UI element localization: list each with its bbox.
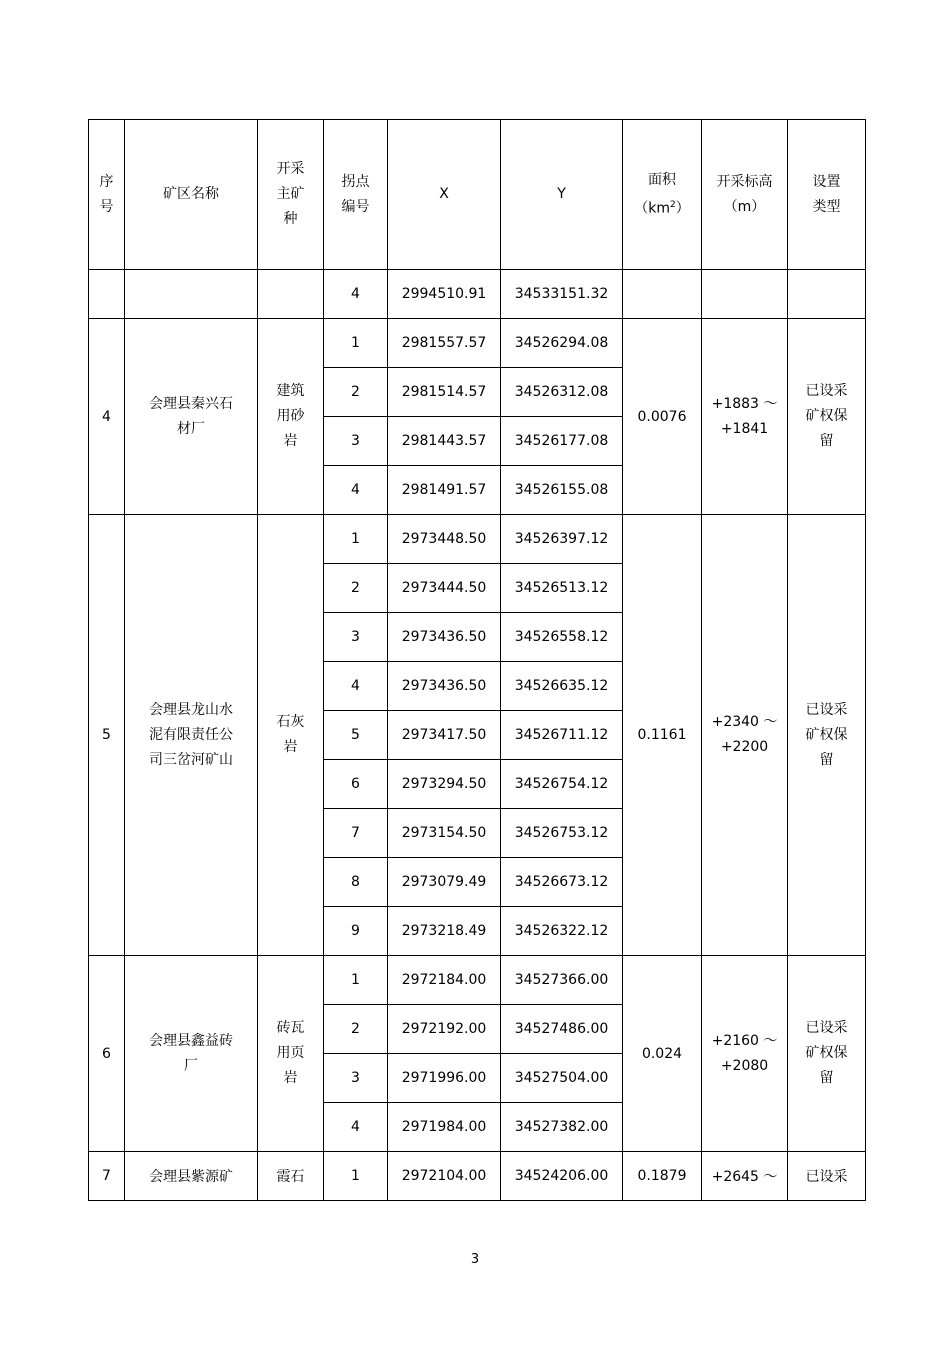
- cell-area: 0.1879: [623, 1152, 702, 1201]
- header-elevation-line: 开采标高: [716, 173, 773, 190]
- cell-y: 34527366.00: [501, 956, 623, 1005]
- cell-point: 6: [324, 760, 388, 809]
- cell-elevation-line: +2340 ～: [711, 714, 778, 730]
- header-point-line: 编号: [341, 198, 370, 215]
- cell-elevation: [702, 319, 788, 515]
- cell-y: 34526177.08: [501, 417, 623, 466]
- header-point: [324, 120, 388, 270]
- cell-x: 2973218.49: [388, 907, 501, 956]
- header-seq-line: 号: [99, 198, 114, 215]
- cell-x: 2973444.50: [388, 564, 501, 613]
- cell-mineral: [258, 319, 324, 515]
- cell-name-line: 泥有限责任公: [149, 726, 233, 743]
- cell-type: [788, 956, 866, 1152]
- header-type-line: 类型: [812, 198, 841, 215]
- cell-elevation-line: +2200: [720, 739, 769, 755]
- cell-point: 4: [324, 270, 388, 319]
- cell-point: 1: [324, 956, 388, 1005]
- cell-type: [788, 270, 866, 319]
- cell-name-line: 司三岔河矿山: [149, 751, 233, 768]
- header-elevation: [702, 120, 788, 270]
- cell-name-line: 会理县龙山水: [149, 701, 233, 718]
- cell-point: 8: [324, 858, 388, 907]
- cell-y: 34526753.12: [501, 809, 623, 858]
- cell-x: 2971996.00: [388, 1054, 501, 1103]
- cell-type-line: 留: [819, 1070, 834, 1086]
- cell-x: 2973154.50: [388, 809, 501, 858]
- cell-point: 1: [324, 1152, 388, 1201]
- cell-point: 4: [324, 1103, 388, 1152]
- cell-seq: 6: [89, 956, 125, 1152]
- cell-type-line: 留: [819, 751, 834, 768]
- cell-mineral-line: 岩: [283, 433, 298, 449]
- header-area: [623, 120, 702, 270]
- cell-y: 34527382.00: [501, 1103, 623, 1152]
- header-x: X: [388, 120, 501, 270]
- cell-point: 9: [324, 907, 388, 956]
- cell-seq: 4: [89, 319, 125, 515]
- header-seq: [89, 120, 125, 270]
- cell-x: 2981443.57: [388, 417, 501, 466]
- cell-seq: 5: [89, 515, 125, 956]
- table-row: [89, 515, 866, 564]
- cell-x: 2972184.00: [388, 956, 501, 1005]
- cell-x: 2972104.00: [388, 1152, 501, 1201]
- header-mineral-line: 开采: [276, 161, 305, 177]
- cell-mineral-line: 用砂: [276, 408, 305, 424]
- cell-name: 会理县紫源矿: [125, 1152, 258, 1201]
- header-elevation-line: （m）: [723, 198, 766, 215]
- cell-y: 34526312.08: [501, 368, 623, 417]
- header-area-unit: $(km^2)$: [634, 199, 690, 217]
- cell-elevation-line: +2080: [720, 1057, 769, 1074]
- header-row: [89, 120, 866, 270]
- cell-point: 3: [324, 613, 388, 662]
- cell-name-line: 会理县鑫益砖: [149, 1032, 233, 1049]
- cell-seq: 7: [89, 1152, 125, 1201]
- cell-type-line: 留: [819, 433, 834, 449]
- cell-x: 2994510.91: [388, 270, 501, 319]
- cell-y: 34533151.32: [501, 270, 623, 319]
- mine-coordinates-table: [88, 119, 866, 1201]
- cell-name-line: 厂: [184, 1057, 198, 1074]
- cell-y: 34526397.12: [501, 515, 623, 564]
- cell-y: 34526513.12: [501, 564, 623, 613]
- cell-y: 34527504.00: [501, 1054, 623, 1103]
- cell-seq: [89, 270, 125, 319]
- cell-name: [125, 270, 258, 319]
- cell-x: 2981557.57: [388, 319, 501, 368]
- cell-mineral-line: 用页: [276, 1045, 305, 1061]
- cell-y: 34526558.12: [501, 613, 623, 662]
- cell-y: 34526294.08: [501, 319, 623, 368]
- cell-mineral: [258, 270, 324, 319]
- cell-mineral: [258, 515, 324, 956]
- cell-elevation-line: +2160 ～: [711, 1032, 778, 1049]
- cell-point: 5: [324, 711, 388, 760]
- header-mineral: [258, 120, 324, 270]
- header-y: Y: [501, 120, 623, 270]
- header-mineral-line: 种: [283, 211, 298, 227]
- cell-y: 34527486.00: [501, 1005, 623, 1054]
- cell-x: 2981491.57: [388, 466, 501, 515]
- cell-type-line: 矿权保: [805, 408, 848, 424]
- cell-x: 2973294.50: [388, 760, 501, 809]
- cell-point: 4: [324, 662, 388, 711]
- cell-x: 2973417.50: [388, 711, 501, 760]
- cell-x: 2973436.50: [388, 613, 501, 662]
- cell-type-line: 已设采: [805, 1020, 848, 1036]
- cell-mineral-line: 砖瓦: [276, 1020, 305, 1036]
- cell-mineral-line: 岩: [283, 739, 298, 755]
- cell-point: 2: [324, 368, 388, 417]
- cell-y: 34526754.12: [501, 760, 623, 809]
- cell-elevation: [702, 515, 788, 956]
- cell-y: 34526635.12: [501, 662, 623, 711]
- header-type-line: 设置: [812, 173, 841, 190]
- header-area-line: 面积: [648, 171, 676, 188]
- cell-mineral-line: 石灰: [276, 714, 305, 730]
- cell-elevation-line: +1883 ～: [711, 395, 778, 412]
- cell-point: 7: [324, 809, 388, 858]
- cell-x: 2973436.50: [388, 662, 501, 711]
- header-seq-line: 序: [99, 173, 114, 190]
- cell-type: 已设采: [788, 1152, 866, 1201]
- cell-point: 2: [324, 564, 388, 613]
- cell-x: 2972192.00: [388, 1005, 501, 1054]
- cell-y: 34526673.12: [501, 858, 623, 907]
- cell-y: 34526155.08: [501, 466, 623, 515]
- cell-y: 34524206.00: [501, 1152, 623, 1201]
- cell-name-line: 会理县秦兴石: [149, 395, 233, 412]
- table-row: [89, 1152, 866, 1201]
- cell-type-line: 已设采: [805, 701, 848, 718]
- cell-x: 2981514.57: [388, 368, 501, 417]
- cell-area: 0.1161: [623, 515, 702, 956]
- cell-mineral: [258, 956, 324, 1152]
- page-number: 3: [470, 1252, 480, 1267]
- cell-point: 2: [324, 1005, 388, 1054]
- table-row: [89, 956, 866, 1005]
- cell-elevation-line: +1841: [720, 420, 769, 437]
- cell-y: 34526711.12: [501, 711, 623, 760]
- cell-point: 4: [324, 466, 388, 515]
- cell-type-line: 矿权保: [805, 726, 848, 743]
- cell-y: 34526322.12: [501, 907, 623, 956]
- cell-name-line: 材厂: [177, 420, 205, 437]
- cell-point: 1: [324, 515, 388, 564]
- cell-point: 3: [324, 1054, 388, 1103]
- header-type: [788, 120, 866, 270]
- cell-name: [125, 319, 258, 515]
- cell-elevation: [702, 956, 788, 1152]
- table-body: [89, 270, 866, 1201]
- cell-x: 2973079.49: [388, 858, 501, 907]
- cell-mineral: 霞石: [258, 1152, 324, 1201]
- cell-type-line: 已设采: [805, 383, 848, 399]
- header-point-line: 拐点: [341, 173, 370, 190]
- cell-name: [125, 956, 258, 1152]
- table-row: [89, 270, 866, 319]
- cell-mineral-line: 建筑: [276, 383, 305, 399]
- cell-x: 2971984.00: [388, 1103, 501, 1152]
- cell-point: 1: [324, 319, 388, 368]
- cell-type: [788, 515, 866, 956]
- cell-elevation: [702, 270, 788, 319]
- table-row: [89, 319, 866, 368]
- cell-point: 3: [324, 417, 388, 466]
- cell-elevation: +2645 ～: [702, 1152, 788, 1201]
- cell-mineral-line: 岩: [283, 1070, 298, 1086]
- cell-area: 0.0076: [623, 319, 702, 515]
- cell-area: 0.024: [623, 956, 702, 1152]
- cell-area: [623, 270, 702, 319]
- header-mineral-line: 主矿: [276, 186, 305, 202]
- cell-type: [788, 319, 866, 515]
- cell-type-line: 矿权保: [805, 1045, 848, 1061]
- cell-name: [125, 515, 258, 956]
- cell-x: 2973448.50: [388, 515, 501, 564]
- header-name: 矿区名称: [125, 120, 258, 270]
